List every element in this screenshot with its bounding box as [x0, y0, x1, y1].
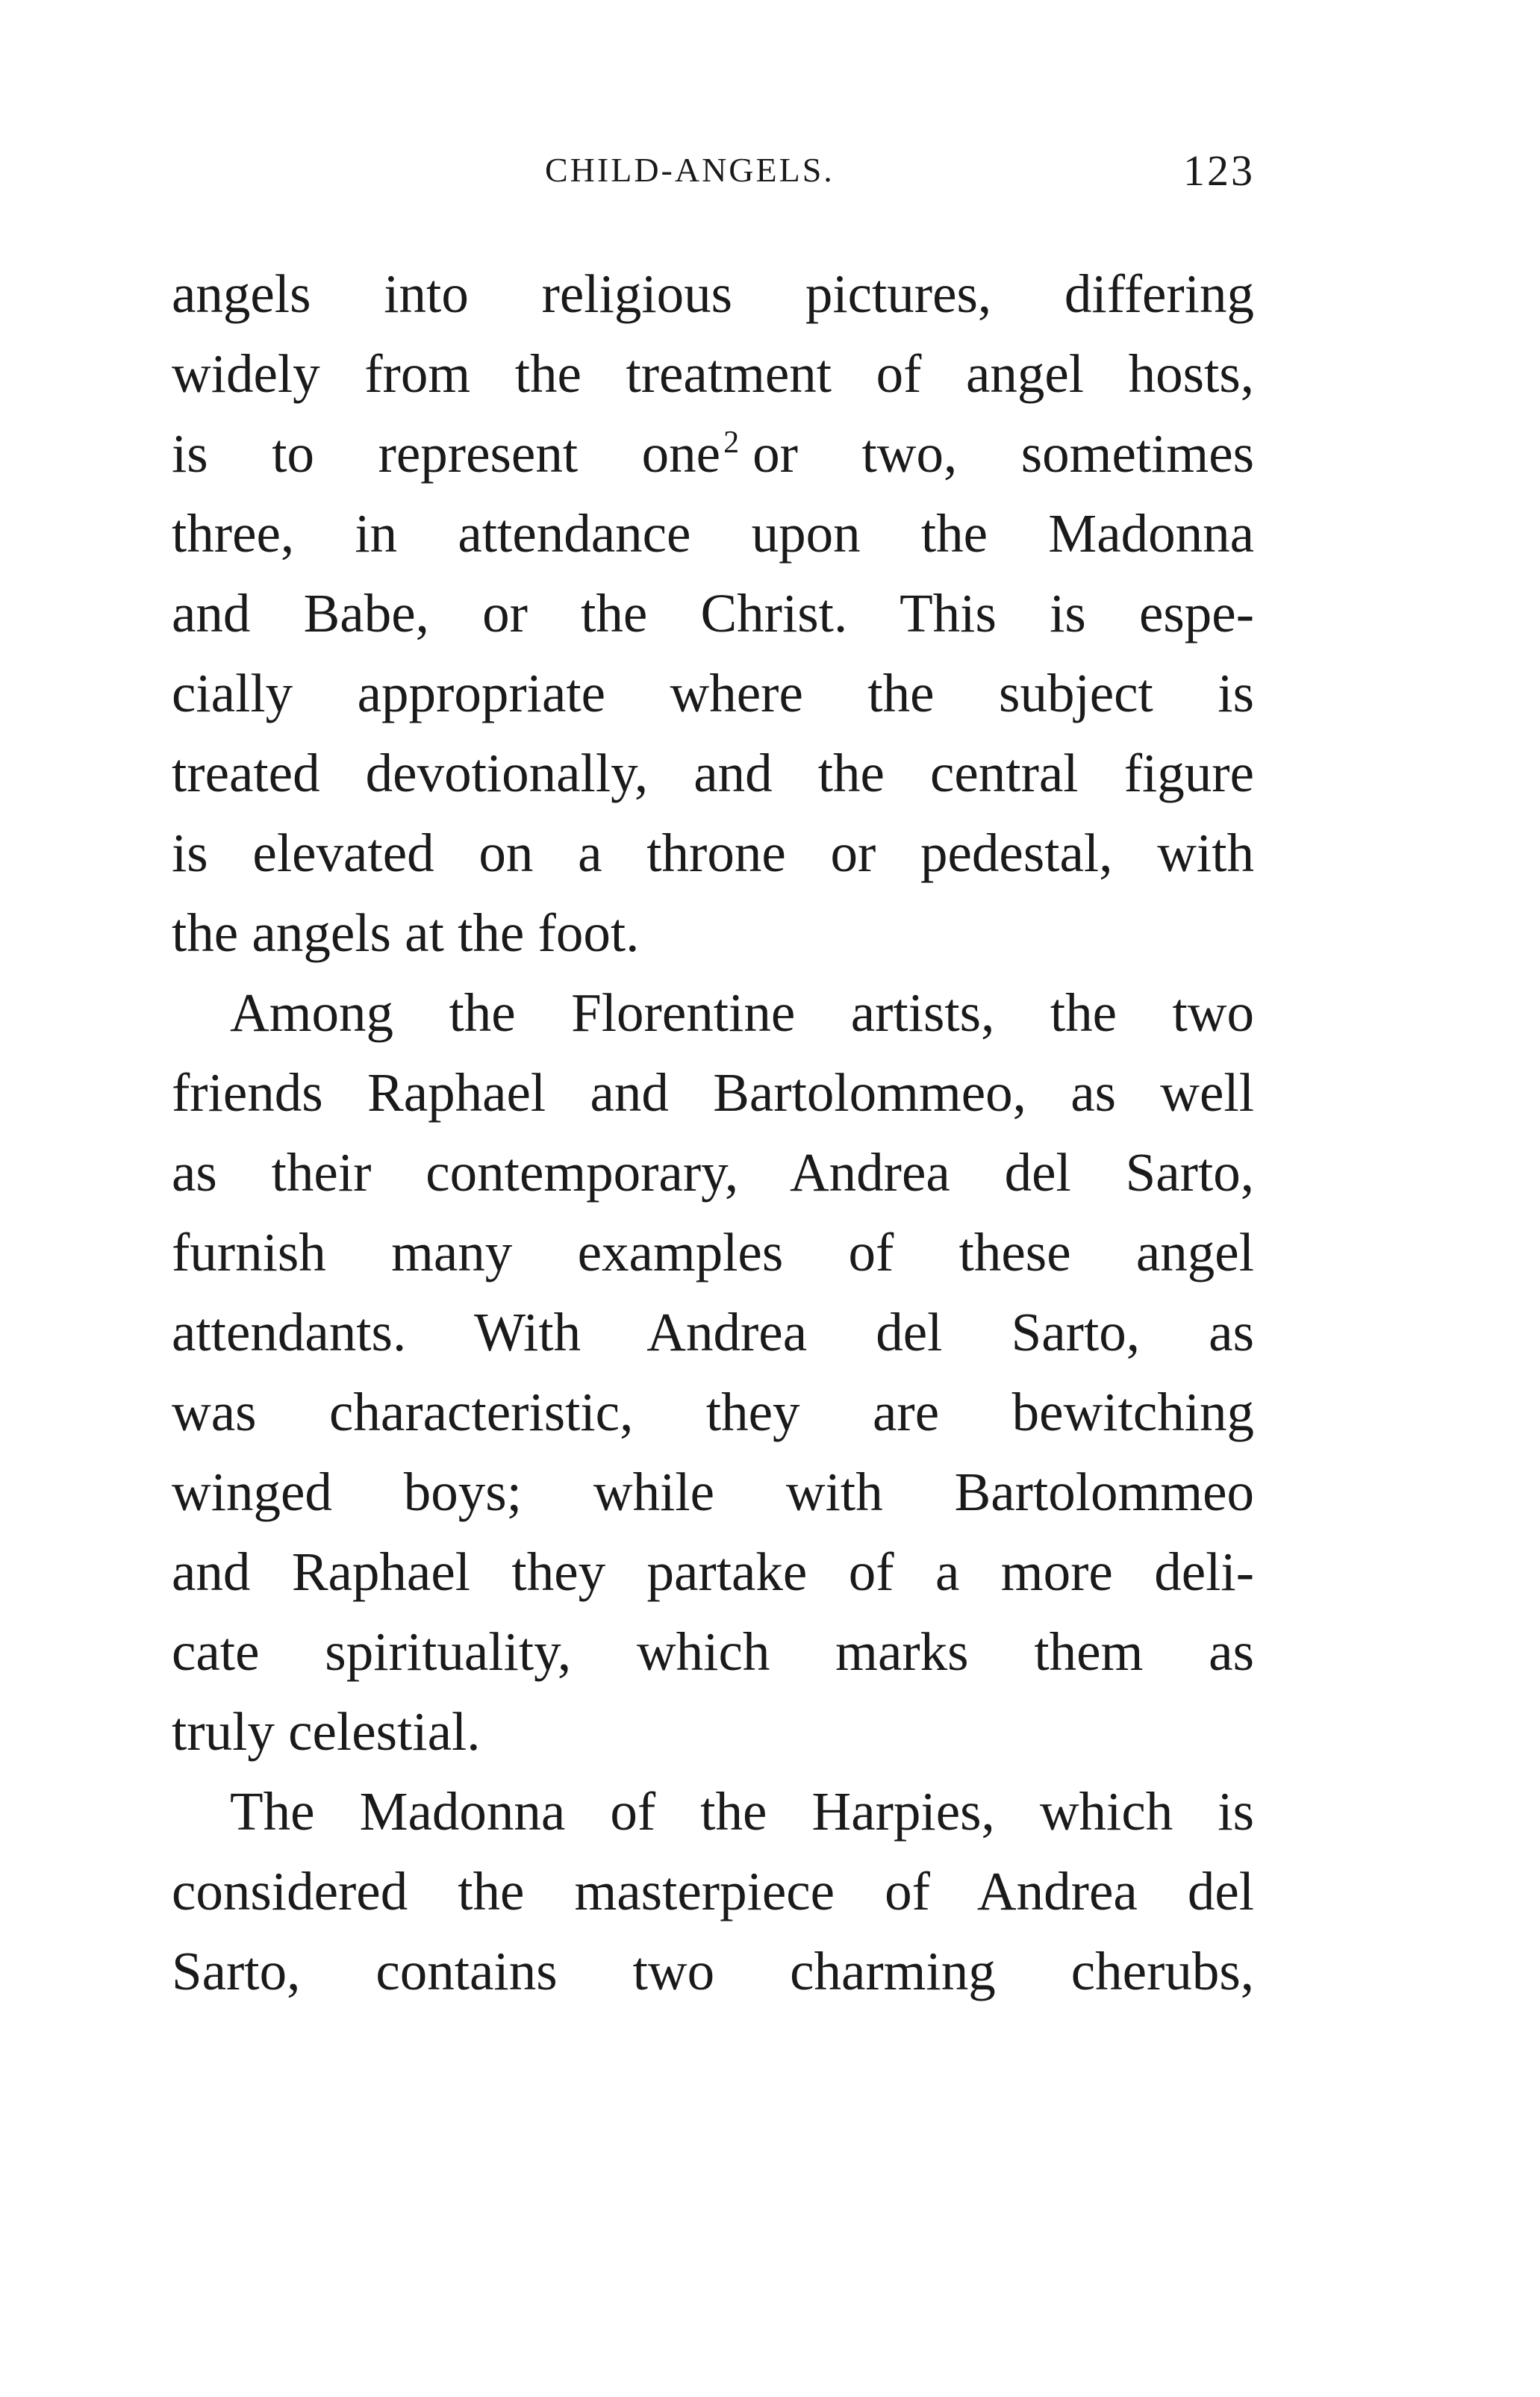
text-line: considered the masterpiece of Andrea del — [172, 1861, 1254, 1921]
text-line: Among the Florentine artists, the two — [230, 982, 1254, 1043]
text-line: cially appropriate where the subject is — [172, 663, 1254, 723]
footnote-reference: 2 — [723, 426, 740, 460]
page-number: 123 — [1183, 146, 1255, 195]
text-line: angels into religious pictures, differing — [172, 264, 1254, 324]
body-text — [172, 254, 1254, 2011]
text-line: the angels at the foot. — [172, 903, 640, 963]
text-line: was characteristic, they are bewitching — [172, 1382, 1254, 1442]
text-line: and Raphael they partake of a more deli- — [172, 1542, 1254, 1602]
running-title: CHILD-ANGELS. — [545, 151, 835, 189]
text-line: truly celestial. — [172, 1701, 481, 1762]
paragraph — [172, 254, 1254, 973]
text-line: and Babe, or the Christ. This is espe- — [172, 583, 1254, 643]
text-line — [172, 414, 1254, 493]
text-line: cate spirituality, which marks them as — [172, 1621, 1254, 1682]
paragraph — [172, 1771, 1254, 2011]
text-line-part: or two, sometimes — [752, 423, 1255, 484]
text-line: winged boys; while with Bartolommeo — [172, 1462, 1254, 1522]
text-line: three, in attendance upon the Madonna — [172, 503, 1254, 564]
text-line: Sarto, contains two charming cherubs, — [172, 1941, 1254, 2001]
text-line: furnish many examples of these angel — [172, 1222, 1254, 1282]
paragraph — [172, 973, 1254, 1771]
text-line: is elevated on a throne or pedestal, with — [172, 823, 1254, 883]
text-line: attendants. With Andrea del Sarto, as — [172, 1302, 1254, 1362]
text-line: treated devotionally, and the central figure — [172, 743, 1254, 803]
text-line: as their contemporary, Andrea del Sarto, — [172, 1142, 1254, 1203]
text-line: widely from the treatment of angel hosts, — [172, 343, 1254, 404]
text-line: friends Raphael and Bartolommeo, as well — [172, 1062, 1254, 1123]
text-line-part: is to represent one — [172, 423, 721, 484]
text-line: The Madonna of the Harpies, which is — [230, 1781, 1254, 1842]
